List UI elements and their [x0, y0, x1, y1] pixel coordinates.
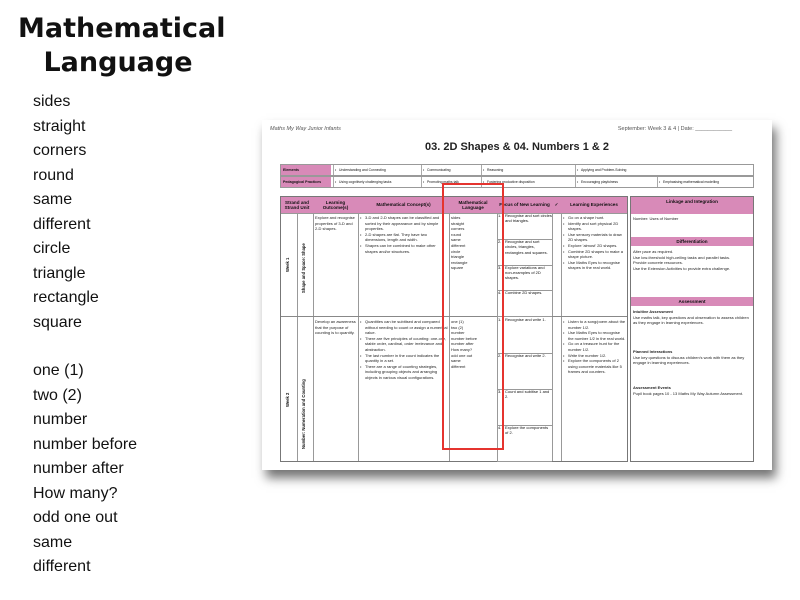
differentiation-line: Use the Extension Activities to provide extra challenge.	[633, 265, 731, 271]
practice-item: • Using cognitively challenging tasks	[333, 177, 391, 187]
concept-item: • There are five principles of counting: one-one, stable order, cardinal, order irrelevance and abstraction.	[360, 336, 448, 353]
differentiation-line: Use low-threshold high-ceiling tasks and parallel tasks.	[633, 254, 731, 260]
header-outcomes: Learning Outcome(s)	[313, 197, 358, 214]
focus-number: 1.	[498, 213, 502, 218]
language-term: same	[451, 358, 461, 364]
language-term: number	[451, 330, 465, 336]
doc-header-left: Maths My Way Junior Infants	[270, 126, 341, 132]
language-term: number before	[451, 335, 478, 341]
language-term: sides	[451, 215, 461, 220]
header-experiences: Learning Experiences	[561, 197, 627, 214]
practice-item: • Promoting maths talk	[421, 177, 459, 187]
concept-item: • There are a range of counting strategies, including grouping objects and arranging objects in various visual configurations.	[360, 364, 448, 381]
focus-item	[497, 389, 552, 426]
practices-strip	[280, 176, 754, 188]
slide-title: Mathematical Language	[18, 13, 226, 78]
linkage-text: Number: Uses of Number	[633, 216, 679, 221]
focus-text: Combine 2D shapes.	[505, 290, 543, 296]
focus-text: Recognise and write 1.	[505, 317, 546, 322]
word-group-numbers	[33, 359, 137, 580]
vocab-word: round	[33, 166, 74, 184]
doc-header-right: September: Week 3 & 4 | Date: ____________	[617, 126, 732, 132]
language-term: rectangle	[451, 259, 468, 265]
word-group-shapes	[33, 90, 137, 335]
experience-item: • Combine 2D shapes to make a shape picture.	[563, 249, 626, 260]
vocab-word: number before	[33, 435, 138, 453]
intuitive-text: Use maths talk, key questions and observation to assess children as they engage in learning experiences.	[633, 314, 749, 325]
focus-item	[497, 425, 552, 462]
week1-outcome: Explore and recognise properties of 3-D and 2-D shapes.	[315, 215, 355, 232]
concept-item: • Quantities can be subitised and compared without needing to count or assign a numerical value.	[360, 319, 448, 336]
linkage-heading: Linkage and Integration	[631, 197, 753, 214]
intuitive-assessment	[633, 309, 751, 326]
element-item: • Applying and Problem-Solving	[575, 165, 626, 175]
elements-label: Elements	[281, 165, 331, 175]
practice-item: • Emphasising mathematical modelling	[657, 177, 719, 187]
language-term: circle	[451, 248, 461, 254]
differentiation-heading: Differentiation	[631, 237, 753, 246]
language-term: triangle	[451, 254, 465, 260]
planned-title: Planned Interactions	[633, 349, 673, 354]
week1-strand: Shape and Space: Shape	[301, 243, 306, 293]
focus-number: 1.	[498, 317, 502, 322]
focus-text: Recognise and write 2.	[505, 353, 546, 358]
vocab-word: circle	[33, 240, 71, 257]
vocab-word: sides	[33, 93, 71, 110]
experience-item: • Use Maths Eyes to recognise the number 1/2 in the real world.	[563, 330, 626, 341]
focus-item	[497, 213, 552, 240]
experience-item: • Write the number 1/2.	[563, 353, 626, 359]
focus-number: 3.	[498, 264, 502, 270]
focus-text: Recognise and sort circles and triangles.	[505, 213, 552, 224]
element-item: • Understanding and Connecting	[333, 165, 386, 175]
language-term: round	[451, 231, 462, 237]
language-term: How many?	[451, 346, 473, 352]
vocab-word: square	[33, 313, 82, 331]
word-list	[33, 90, 137, 580]
week2-outcome: Develop an awareness that the purpose of counting is to quantify.	[315, 319, 356, 336]
week2-concepts	[360, 319, 448, 381]
col-week	[281, 197, 298, 461]
differentiation-text	[633, 249, 751, 271]
doc-title: 03. 2D Shapes & 04. Numbers 1 & 2	[424, 141, 610, 153]
differentiation-line: Provide concrete resources.	[633, 260, 683, 265]
highlight-box	[442, 183, 504, 450]
header-check: ✓	[552, 197, 561, 214]
language-term: different	[451, 242, 466, 248]
practice-item: • Fostering productive disposition	[481, 177, 535, 187]
differentiation-line: Alter pace as required.	[633, 249, 674, 254]
experience-item: • Go on a treasure hunt for the number 1/2.	[563, 341, 626, 352]
focus-number: 2.	[498, 238, 502, 244]
vocab-word: same	[33, 533, 73, 551]
element-item: • Communicating	[421, 165, 451, 175]
vocab-word: rectangle	[33, 289, 99, 306]
experience-item: • Use Maths Eyes to recognise shapes in the real world.	[563, 260, 626, 271]
header-strand: Strand and Strand Unit	[281, 197, 313, 214]
week1-label: Week 1	[285, 257, 290, 272]
week1-experiences	[563, 215, 626, 271]
vocab-word: odd one out	[33, 509, 118, 526]
focus-number: 4.	[498, 290, 502, 296]
language-term: two (2)	[451, 324, 464, 330]
concept-item: • 3-D and 2-D shapes can be classified and sorted by their appearance and by simple properties.	[360, 215, 448, 232]
focus-number: 3.	[498, 389, 502, 394]
experience-item: • Explore 'almost' 2D shapes.	[563, 243, 626, 249]
focus-item	[497, 239, 552, 266]
concept-item: • The last number in the count indicates the quantity in a set.	[360, 353, 448, 364]
focus-text: Count and subitise 1 and 2.	[505, 389, 550, 400]
week1-concepts	[360, 215, 448, 254]
vocab-word: number after	[33, 460, 124, 477]
vocab-word: number	[33, 411, 88, 428]
concept-item: • Shapes can be combined to make other shapes and/or structures.	[360, 243, 448, 254]
practices-label: Pedagogical Practices	[281, 177, 331, 187]
header-focus: Focus of New Learning	[497, 197, 552, 214]
elements-strip	[280, 164, 754, 176]
focus-item	[497, 290, 552, 317]
language-term: same	[451, 237, 461, 243]
experience-item: • Listen to a song/poem about the number 1/2.	[563, 319, 626, 330]
focus-item	[497, 353, 552, 390]
week2-experiences	[563, 319, 626, 375]
week1-focus	[497, 213, 552, 316]
focus-item	[497, 265, 552, 292]
language-term: corners	[451, 226, 465, 232]
week2-label: Week 2	[285, 392, 290, 407]
experience-item: • Explore the components of 2 using concrete materials like 5 frames and counters.	[563, 358, 626, 375]
language-term: one (1)	[451, 319, 464, 324]
focus-item	[497, 317, 552, 354]
planning-document	[262, 120, 772, 470]
vocab-word: two (2)	[33, 386, 82, 404]
week2-strand: Number: Numeration and Counting	[301, 379, 306, 449]
vocab-word: straight	[33, 117, 86, 135]
language-term: number after	[451, 341, 474, 347]
vocab-word: one (1)	[33, 362, 84, 379]
language-term: square	[451, 265, 464, 271]
vocab-word: How many?	[33, 484, 118, 502]
planned-interactions	[633, 349, 751, 366]
assessment-heading: Assessment	[631, 297, 753, 306]
header-concepts: Mathematical Concept(s)	[358, 197, 449, 214]
events-title: Assessment Events	[633, 385, 671, 390]
experience-item: • Go on a shape hunt.	[563, 215, 626, 221]
vocab-word: triangle	[33, 264, 86, 282]
language-term: odd one out	[451, 352, 473, 358]
intuitive-title: Intuitive Assessment	[633, 309, 673, 314]
experience-item: • Identify and sort physical 2D shapes.	[563, 221, 626, 232]
events-text: Pupil book pages 10 - 13 Maths My Way Autumn Assessment.	[633, 390, 744, 396]
planned-text: Use key questions to discuss children's work with them as they engage in learning experiences.	[633, 354, 745, 365]
focus-number: 2.	[498, 353, 502, 358]
language-term: straight	[451, 220, 465, 226]
experience-item: • Use sensory materials to draw 2D shapes.	[563, 232, 626, 243]
focus-text: Explore variations and non-examples of 2D shapes.	[505, 264, 545, 281]
focus-text: Explore the components of 2.	[505, 425, 549, 436]
concept-item: • 2-D shapes are flat. They have two dimensions, length and width.	[360, 232, 448, 243]
language-term: different	[451, 363, 466, 369]
vocab-word: corners	[33, 142, 87, 159]
vocab-word: different	[33, 215, 91, 233]
side-panel	[630, 196, 754, 462]
focus-text: Recognise and sort circles, triangles, rectangles and squares.	[505, 238, 548, 255]
practice-item: • Encouraging playfulness	[575, 177, 618, 187]
element-item: • Reasoning	[481, 165, 503, 175]
header-language: Mathematical Language	[449, 197, 497, 214]
vocab-word: same	[33, 191, 73, 208]
assessment-events	[633, 385, 751, 396]
week2-focus	[497, 317, 552, 461]
focus-number: 4.	[498, 425, 502, 430]
vocab-word: different	[33, 558, 91, 575]
